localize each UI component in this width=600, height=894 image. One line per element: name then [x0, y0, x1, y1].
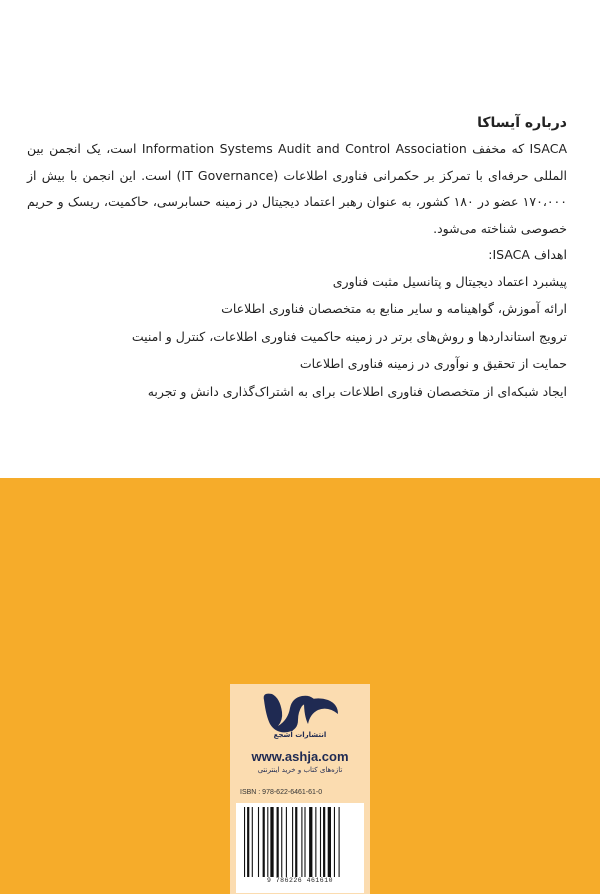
about-text-block: [27, 112, 567, 405]
publisher-website: www.ashja.com: [251, 749, 349, 764]
publisher-logo-icon: [258, 690, 342, 734]
publisher-tagline: تازه‌های کتاب و خرید اینترنتی: [257, 766, 343, 774]
goal-item: حمایت از تحقیق و نوآوری در زمینه فناوری اطلاعات: [299, 356, 567, 372]
goal-item: پیشبرد اعتماد دیجیتال و پتانسیل مثبت فناوری: [332, 274, 567, 289]
goal-item: ترویج استانداردها و روش‌های برتر در زمینه حاکمیت فناوری اطلاعات، کنترل و امنیت: [131, 328, 567, 344]
goals-title: اهداف ISACA:: [488, 247, 567, 262]
publisher-box: [230, 684, 370, 894]
publisher-name: انتشارات آشجع: [273, 731, 327, 739]
about-heading: درباره آیساکا: [477, 115, 567, 131]
isbn-label: ISBN : 978-622-6461-61-0: [240, 789, 323, 796]
about-paragraph: ISACA که مخفف Information Systems Audit and Control Association است، یک انجمن بین المللی حرفه‌ای با تمرکز بر حکمرانی فناوری اطلاعات (IT Governance) است. این انجمن با بیش از ۱۷۰،۰۰۰ عضو در ۱۸۰ کشور، به عنوان رهبر اعتماد دیجیتال در زمینه حسابرسی، حاکمیت، ریسک و حریم خصوصی شناخته می‌شود.: [27, 141, 567, 236]
barcode-digits: 9 786226 461610: [266, 877, 333, 884]
goal-item: ارائه آموزش، گواهینامه و سایر منابع به متخصصان فناوری اطلاعات: [221, 301, 567, 317]
goal-item: ایجاد شبکه‌ای از متخصصان فناوری اطلاعات برای به اشتراک‌گذاری دانش و تجربه: [147, 383, 567, 399]
barcode-area: [236, 803, 364, 893]
barcode-icon: [242, 807, 358, 877]
